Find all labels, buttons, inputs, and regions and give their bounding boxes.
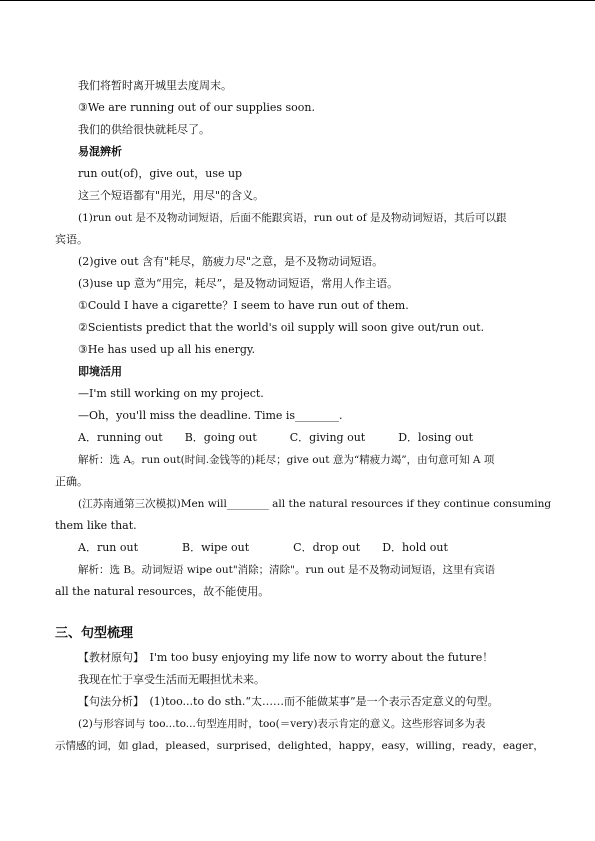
text-line: 这三个短语都有"用光，用尽"的含义。 [78,189,265,202]
text-line: (3)use up 意为“用完，耗尽”，是及物动词短语，常用人作主语。 [78,277,399,290]
text-line: (2)give out 含有"耗尽，筋疲力尽"之意，是不及物动词短语。 [78,255,384,268]
example-sentence: ①Could I have a cigarette？I seem to have run out of them. [78,299,409,312]
answer-options: A．run out B．wipe out C．drop out D．hold out [78,541,448,554]
question-line: (江苏南通第三次模拟)Men will________ all the natural resources if they continue consuming [78,498,552,510]
dialogue-line: —Oh，you'll miss the deadline. Time is________. [78,409,343,422]
text-line: run out(of)，give out，use up [78,167,243,180]
answer-options: A．running out B．going out C．giving out D．losing out [78,431,474,444]
text-line: 宾语。 [55,233,88,246]
text-line: (1)run out 是不及物动词短语，后面不能跟宾语，run out of 是及物动词短语，其后可以跟 [78,212,507,224]
text-line: 我现在忙于享受生活而无暇担忧未来。 [78,673,265,686]
section-label: 易混辨析 [78,145,122,158]
dialogue-line: —I'm still working on my project. [78,387,264,400]
text-line: ③We are running out of our supplies soon. [78,101,315,114]
example-sentence: ②Scientists predict that the world's oil supply will soon give out/run out. [78,321,485,334]
text-line: 我们的供给很快就耗尽了。 [78,123,210,136]
page-top-border [0,0,595,1]
explanation-line: 正确。 [55,475,88,488]
text-line: 【句法分析】 (1)too...to do sth.“太……而不能做某事”是一个表示否定意义的句型。 [78,695,499,708]
example-sentence: ③He has used up all his energy. [78,343,256,356]
explanation-line: 解析：选 A。run out(时间.金钱等的)耗尽；give out 意为“精疲力竭”，由句意可知 A 项 [78,454,495,466]
explanation-line: all the natural resources，故不能使用。 [55,585,270,598]
explanation-line: 解析：选 B。动词短语 wipe out"消除；清除"。run out 是不及物动词短语，这里有宾语 [78,564,495,576]
section-label: 即境活用 [78,365,122,378]
text-line: (2)与形容词与 too...to...句型连用时，too(＝very)表示肯定的意义。这些形容词多为表 [78,718,486,730]
text-line: 【教材原句】 I'm too busy enjoying my life now to worry about the future！ [78,651,494,664]
question-line: them like that. [55,519,137,532]
text-line: 我们将暂时离开城里去度周末。 [78,79,232,92]
section-heading: 三、句型梳理 [55,626,134,641]
text-line: 示情感的词，如 glad，pleased，surprised，delighted，happy，easy，willing，ready，eager， [55,740,544,752]
